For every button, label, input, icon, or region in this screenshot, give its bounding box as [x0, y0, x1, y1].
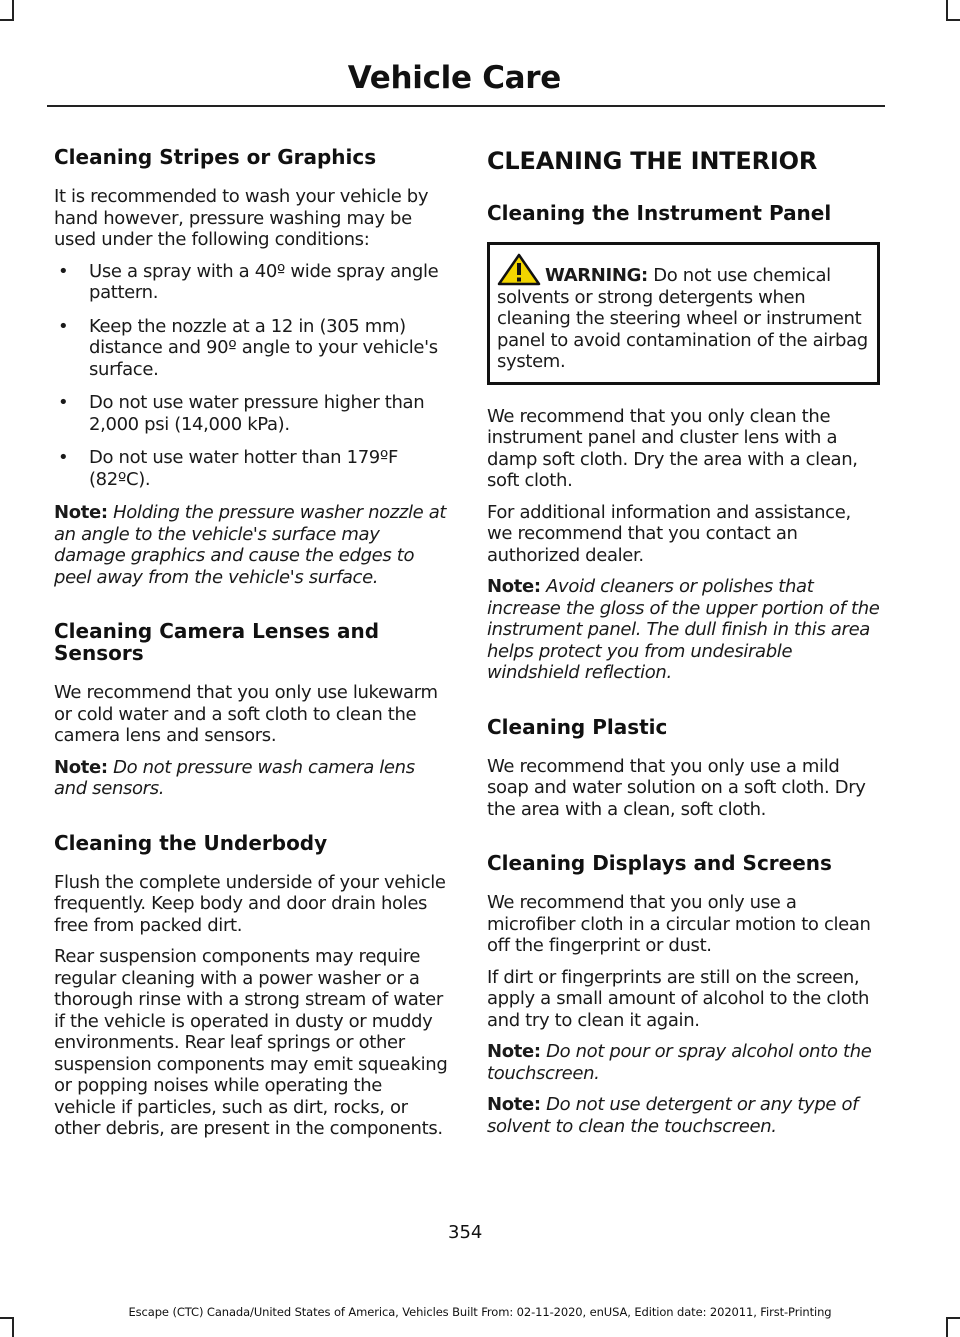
stripes-bullet-list: [54, 261, 449, 491]
crop-mark-top-left: [0, 19, 14, 21]
displays-note-1: Note: Do not pour or spray alcohol onto the touchscreen.: [487, 1041, 872, 1084]
left-column: [54, 146, 449, 1150]
list-item: • Do not use water pressure higher than 2,000 psi (14,000 kPa).: [58, 392, 425, 435]
instrument-body-2: For additional information and assistance, we recommend that you contact an authorized dealer.: [487, 501, 851, 566]
crop-mark-top-left: [12, 0, 14, 20]
stripes-intro: It is recommended to wash your vehicle by hand however, pressure washing may be used under the following conditions:: [54, 186, 429, 250]
crop-mark-top-right: [946, 19, 960, 21]
camera-note: Note: Do not pressure wash camera lens and sensors.: [54, 756, 415, 799]
section-underbody: [54, 832, 449, 1140]
warning-triangle-icon: [497, 253, 541, 286]
right-column: [487, 146, 880, 1147]
heading-camera: Cleaning Camera Lenses and Sensors: [54, 619, 380, 665]
section-plastic: [487, 716, 880, 821]
instrument-body-1: We recommend that you only clean the instrument panel and cluster lens with a damp soft cloth. Dry the area with a clean, soft cloth.: [487, 405, 858, 491]
crop-mark-top-right: [946, 0, 948, 20]
list-item: • Keep the nozzle at a 12 in (305 mm) distance and 90º angle to your vehicle's surface.: [58, 315, 438, 380]
heading-displays: Cleaning Displays and Screens: [487, 851, 832, 875]
section-camera: [54, 620, 449, 800]
heading-plastic: Cleaning Plastic: [487, 714, 668, 739]
page-number: 354: [448, 1222, 483, 1243]
header-divider: [47, 105, 885, 107]
heading-instrument-panel: Cleaning the Instrument Panel: [487, 201, 832, 225]
section-displays: [487, 852, 880, 1137]
camera-body: We recommend that you only use lukewarm or cold water and a soft cloth to clean the camera lens and sensors.: [54, 682, 438, 746]
plastic-body: We recommend that you only use a mild soap and water solution on a soft cloth. Dry the area with a clean, soft cloth.: [487, 755, 866, 820]
stripes-note: Note: Holding the pressure washer nozzle at an angle to the vehicle's surface may damage graphics and cause the edges to peel away from the vehicle's surface.: [54, 502, 447, 588]
instrument-note: Note: Avoid cleaners or polishes that increase the gloss of the upper portion of the instrument panel. The dull finish in this area helps protect you from undesirable windshield reflection.: [487, 576, 880, 683]
crop-mark-bottom-right: [946, 1317, 948, 1337]
warning-box: [487, 242, 880, 385]
list-item: • Do not use water hotter than 179ºF (82ºC).: [58, 447, 399, 490]
footer-edition-info: Escape (CTC) Canada/United States of America, Vehicles Built From: 02-11-2020, enUSA, Edition date: 202011, First-Printing: [128, 1305, 832, 1319]
section-instrument-panel: [487, 202, 880, 684]
displays-body-1: We recommend that you only use a microfiber cloth in a circular motion to clean off the fingerprint or dust.: [487, 892, 871, 956]
heading-cleaning-interior: CLEANING THE INTERIOR: [487, 147, 818, 175]
heading-stripes: Cleaning Stripes or Graphics: [54, 145, 377, 169]
displays-note-2: Note: Do not use detergent or any type of solvent to clean the touchscreen.: [487, 1094, 859, 1137]
heading-underbody: Cleaning the Underbody: [54, 830, 328, 855]
underbody-body-2: Rear suspension components may require regular cleaning with a power washer or a thorough rinse with a strong stream of water if the vehicle is operated in dusty or muddy environments. Rear leaf springs or other suspension components may emit squeaking or popping noises while operating the vehicle if particles, such as dirt, rocks, or other debris, are present in the components.: [54, 946, 448, 1139]
underbody-body-1: Flush the complete underside of your vehicle frequently. Keep body and door drain holes free from packed dirt.: [54, 871, 446, 936]
page-title: Vehicle Care: [347, 60, 561, 96]
list-item: • Use a spray with a 40º wide spray angle pattern.: [58, 260, 439, 303]
displays-body-2: If dirt or fingerprints are still on the screen, apply a small amount of alcohol to the cloth and try to clean it again.: [487, 966, 870, 1031]
warning-text: WARNING: Do not use chemical solvents or strong detergents when cleaning the steering wheel or instrument panel to avoid contamination of the airbag system.: [497, 253, 870, 373]
section-stripes: [54, 146, 449, 588]
crop-mark-bottom-left: [12, 1317, 14, 1337]
